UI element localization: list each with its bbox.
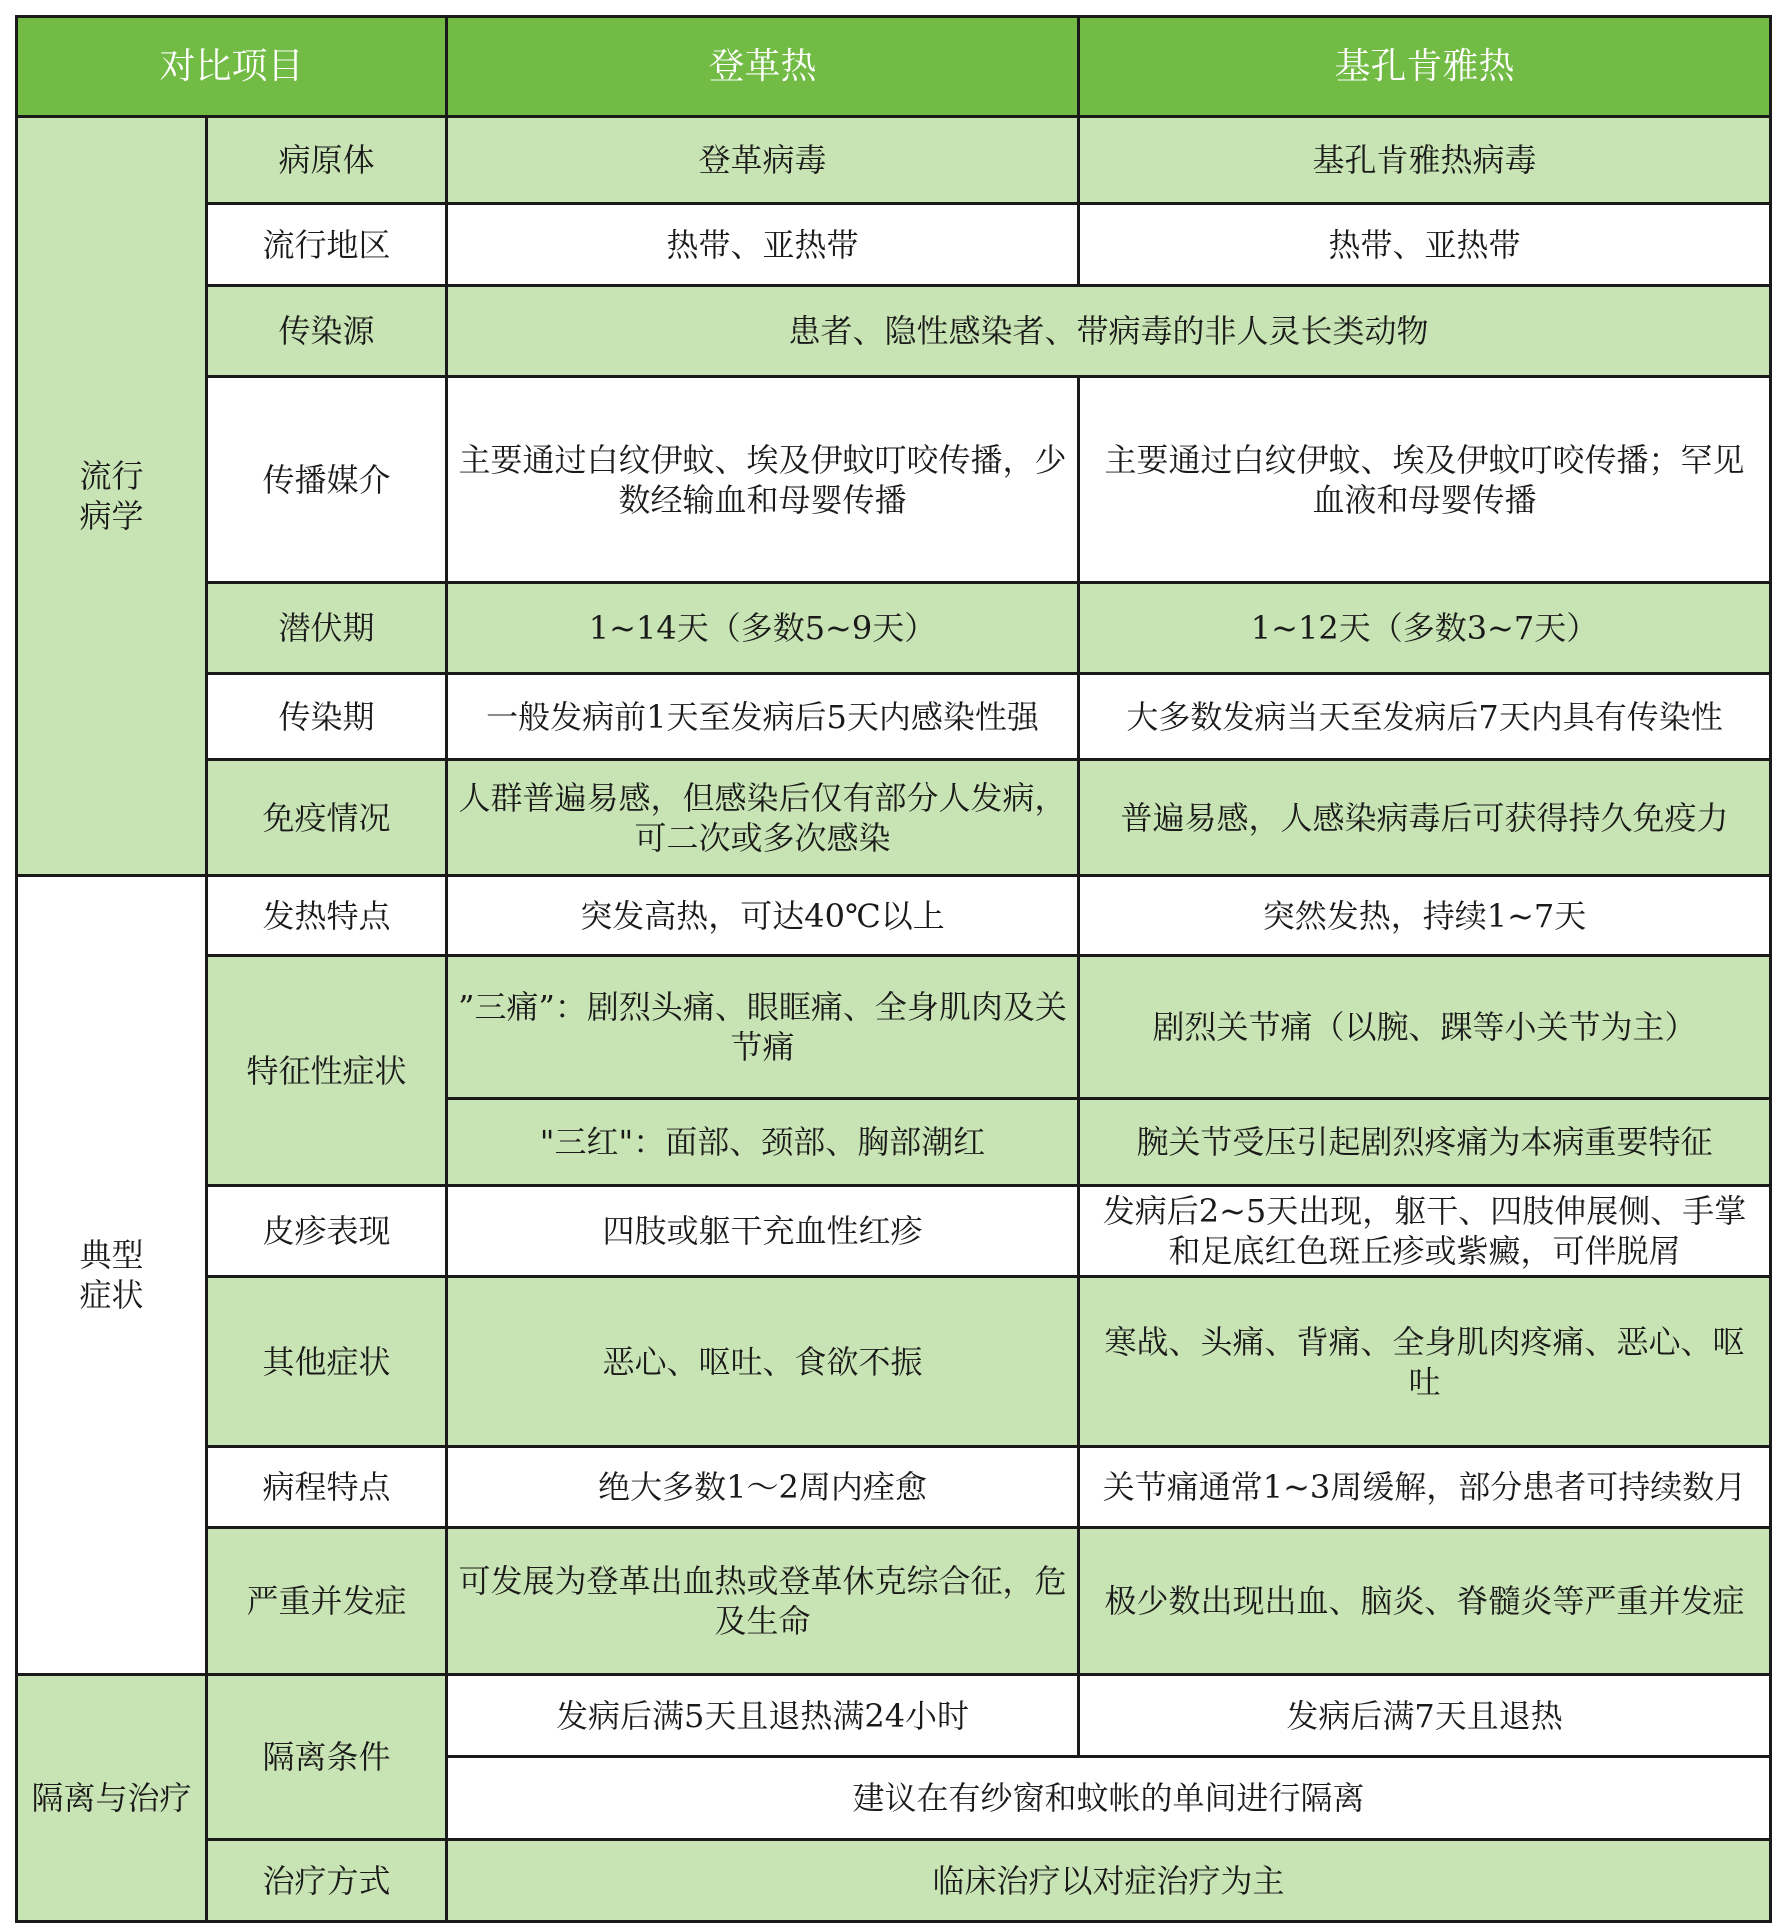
row-label: 流行地区 [207,204,447,286]
row-label: 传染源 [207,286,447,377]
table-row [17,1840,1771,1922]
row-label: 治疗方式 [207,1840,447,1922]
dengue-cell: 一般发病前1天至发病后5天内感染性强 [447,674,1079,760]
header-item: 对比项目 [17,17,447,117]
chik-cell: 寒战、头痛、背痛、全身肌肉疼痛、恶心、呕吐 [1079,1277,1771,1447]
chik-cell: 发病后满7天且退热 [1079,1675,1771,1757]
row-label: 潜伏期 [207,583,447,674]
dengue-cell: 主要通过白纹伊蚊、埃及伊蚊叮咬传播，少数经输血和母婴传播 [447,377,1079,583]
dengue-cell: 人群普遍易感，但感染后仅有部分人发病，可二次或多次感染 [447,760,1079,876]
comparison-table [15,15,1772,1923]
section-epidemiology: 流行 病学 [17,117,207,876]
chik-cell: 大多数发病当天至发病后7天内具有传染性 [1079,674,1771,760]
table-row [17,1675,1771,1757]
table-row [17,760,1771,876]
dengue-cell: 四肢或躯干充血性红疹 [447,1186,1079,1277]
table-row [17,1528,1771,1675]
dengue-cell: "三红"：面部、颈部、胸部潮红 [447,1099,1079,1186]
table-row [17,876,1771,956]
row-label: 皮疹表现 [207,1186,447,1277]
row-label: 严重并发症 [207,1528,447,1675]
row-label: 传染期 [207,674,447,760]
table-row [17,1277,1771,1447]
dengue-cell: 突发高热，可达40℃以上 [447,876,1079,956]
section-isolation: 隔离与治疗 [17,1675,207,1922]
row-label: 隔离条件 [207,1675,447,1840]
chik-cell: 关节痛通常1~3周缓解，部分患者可持续数月 [1079,1447,1771,1528]
chik-cell: 腕关节受压引起剧烈疼痛为本病重要特征 [1079,1099,1771,1186]
row-label: 其他症状 [207,1277,447,1447]
dengue-cell: 发病后满5天且退热满24小时 [447,1675,1079,1757]
row-label: 传播媒介 [207,377,447,583]
chik-cell: 基孔肯雅热病毒 [1079,117,1771,204]
dengue-cell: 可发展为登革出血热或登革休克综合征，危及生命 [447,1528,1079,1675]
chik-cell: 主要通过白纹伊蚊、埃及伊蚊叮咬传播；罕见血液和母婴传播 [1079,377,1771,583]
chik-cell: 1~12天（多数3~7天） [1079,583,1771,674]
table-row [17,117,1771,204]
chik-cell: 剧烈关节痛（以腕、踝等小关节为主） [1079,956,1771,1099]
row-label: 免疫情况 [207,760,447,876]
dengue-cell: 登革病毒 [447,117,1079,204]
row-label: 病程特点 [207,1447,447,1528]
table-row [17,956,1771,1099]
shared-cell: 临床治疗以对症治疗为主 [447,1840,1771,1922]
table-row [17,377,1771,583]
dengue-cell: 恶心、呕吐、食欲不振 [447,1277,1079,1447]
header-chikungunya: 基孔肯雅热 [1079,17,1771,117]
table-row [17,583,1771,674]
chik-cell: 极少数出现出血、脑炎、脊髓炎等严重并发症 [1079,1528,1771,1675]
shared-cell: 患者、隐性感染者、带病毒的非人灵长类动物 [447,286,1771,377]
shared-cell: 建议在有纱窗和蚊帐的单间进行隔离 [447,1757,1771,1840]
row-label: 病原体 [207,117,447,204]
row-label: 特征性症状 [207,956,447,1186]
table-row [17,204,1771,286]
header-row [17,17,1771,117]
chik-cell: 热带、亚热带 [1079,204,1771,286]
dengue-cell: ”三痛”：剧烈头痛、眼眶痛、全身肌肉及关节痛 [447,956,1079,1099]
dengue-cell: 1~14天（多数5~9天） [447,583,1079,674]
dengue-cell: 绝大多数1～2周内痊愈 [447,1447,1079,1528]
chik-cell: 普遍易感，人感染病毒后可获得持久免疫力 [1079,760,1771,876]
chik-cell: 突然发热，持续1~7天 [1079,876,1771,956]
header-dengue: 登革热 [447,17,1079,117]
row-label: 发热特点 [207,876,447,956]
dengue-cell: 热带、亚热带 [447,204,1079,286]
chik-cell: 发病后2~5天出现，躯干、四肢伸展侧、手掌和足底红色斑丘疹或紫癜，可伴脱屑 [1079,1186,1771,1277]
table-row [17,1447,1771,1528]
table-row [17,1186,1771,1277]
section-symptoms: 典型 症状 [17,876,207,1675]
table-row [17,286,1771,377]
table-row [17,674,1771,760]
